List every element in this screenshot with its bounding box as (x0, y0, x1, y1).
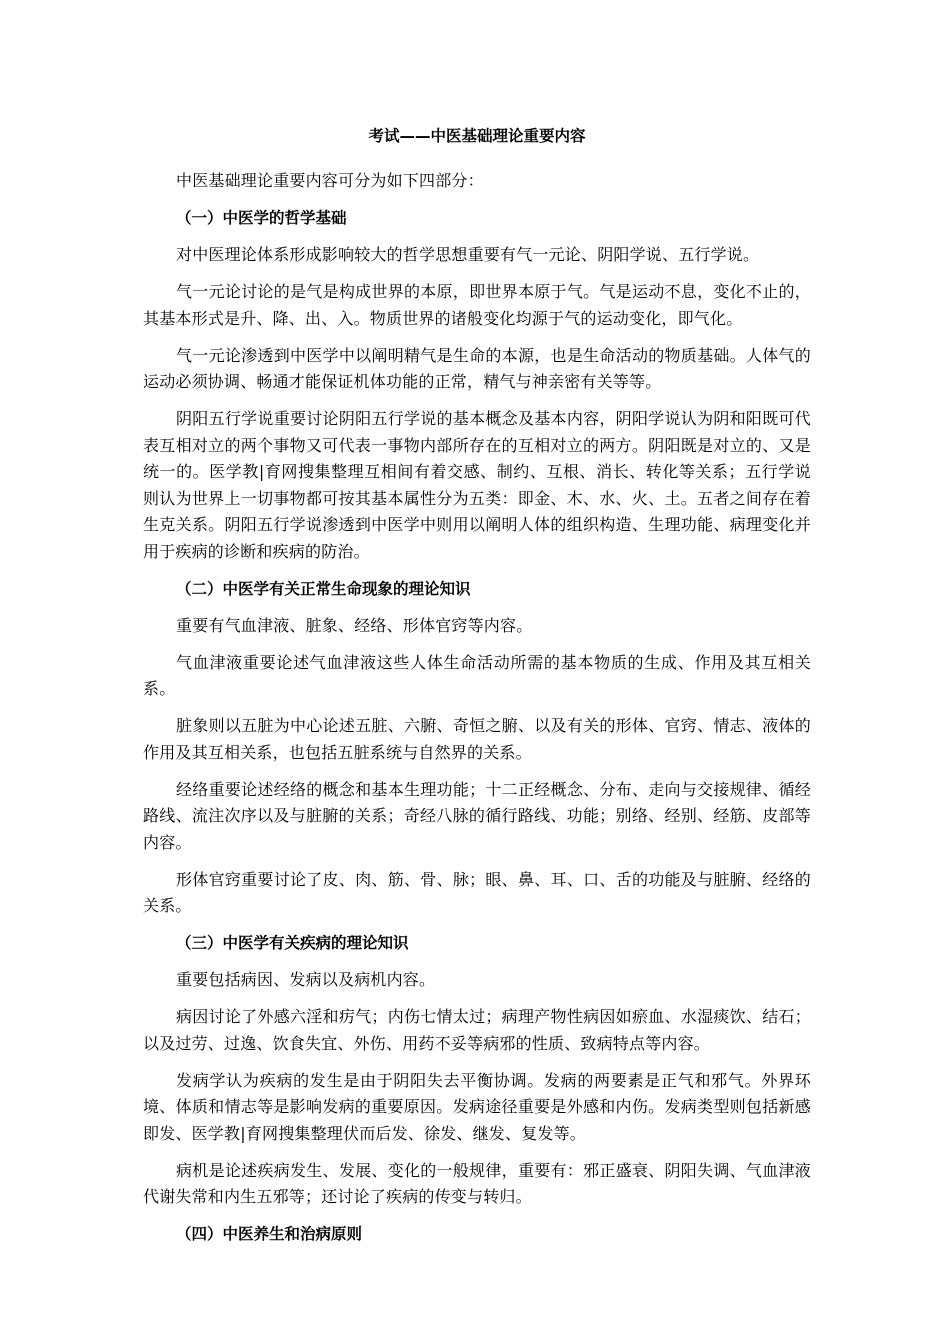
section-2-paragraph-5: 形体官窍重要讨论了皮、肉、筋、骨、脉；眼、鼻、耳、口、舌的功能及与脏腑、经络的关系。 (143, 869, 811, 915)
section-1-paragraph-2: 气一元论讨论的是气是构成世界的本原，即世界本原于气。气是运动不息，变化不止的，其基本形式是升、降、出、入。物质世界的诸般变化均源于气的运动变化，即气化。 (143, 282, 811, 328)
section-3-paragraph-1: 重要包括病因、发病以及病机内容。 (176, 970, 436, 989)
section-3-paragraph-2: 病因讨论了外感六淫和疠气；内伤七情太过；病理产物性病因如瘀血、水湿痰饮、结石；以及过劳、过逸、饮食失宜、外伤、用药不妥等病邪的性质、致病特点等内容。 (143, 1007, 811, 1053)
section-3-paragraph-4: 病机是论述疾病发生、发展、变化的一般规律，重要有：邪正盛衰、阴阳失调、气血津液代谢失常和内生五邪等；还讨论了疾病的传变与转归。 (143, 1160, 811, 1206)
section-3-paragraph-3: 发病学认为疾病的发生是由于阴阳失去平衡协调。发病的两要素是正气和邪气。外界环境、体质和情志等是影响发病的重要原因。发病途径重要是外感和内伤。发病类型则包括新感即发、医学教|育网搜集整理伏而后发、徐发、继发、复发等。 (143, 1070, 811, 1143)
section-1-paragraph-4: 阴阳五行学说重要讨论阴阳五行学说的基本概念及基本内容，阴阳学说认为阴和阳既可代表互相对立的两个事物又可代表一事物内部所存在的互相对立的两方。阴阳既是对立的、又是统一的。医学教|育网搜集整理互相间有着交感、制约、互根、消长、转化等关系；五行学说则认为世界上一切事物都可按其基本属性分为五类：即金、木、水、火、土。五者之间存在着生克关系。阴阳五行学说渗透到中医学中则用以阐明人体的组织构造、生理功能、病理变化并用于疾病的诊断和疾病的防治。 (143, 409, 811, 561)
section-2-paragraph-1: 重要有气血津液、脏象、经络、形体官窍等内容。 (176, 615, 533, 635)
section-2-paragraph-3: 脏象则以五脏为中心论述五脏、六腑、奇恒之腑、以及有关的形体、官窍、情志、液体的作用及其互相关系，也包括五脏系统与自然界的关系。 (143, 716, 811, 762)
document-title: 考试——中医基础理论重要内容 (368, 127, 586, 145)
section-2-heading: （二）中医学有关正常生命现象的理论知识 (176, 579, 471, 598)
section-1-paragraph-1: 对中医理论体系形成影响较大的哲学思想重要有气一元论、阴阳学说、五行学说。 (176, 245, 760, 264)
section-1-heading: （一）中医学的哲学基础 (176, 209, 347, 227)
document-page (143, 126, 811, 1258)
section-2-paragraph-2: 气血津液重要论述气血津液这些人体生命活动所需的基本物质的生成、作用及其互相关系。 (143, 652, 811, 698)
intro-paragraph: 中医基础理论重要内容可分为如下四部分： (176, 171, 484, 190)
section-1-paragraph-3: 气一元论渗透到中医学中以阐明精气是生命的本源，也是生命活动的物质基础。人体气的运动必须协调、畅通才能保证机体功能的正常，精气与神亲密有关等等。 (143, 345, 811, 391)
section-2-paragraph-4: 经络重要论述经络的概念和基本生理功能；十二正经概念、分布、走向与交接规律、循经路线、流注次序以及与脏腑的关系；奇经八脉的循行路线、功能；别络、经别、经筋、皮部等内容。 (143, 779, 811, 852)
section-4-heading: （四）中医养生和治病原则 (176, 1225, 363, 1243)
section-3-heading: （三）中医学有关疾病的理论知识 (176, 934, 409, 952)
